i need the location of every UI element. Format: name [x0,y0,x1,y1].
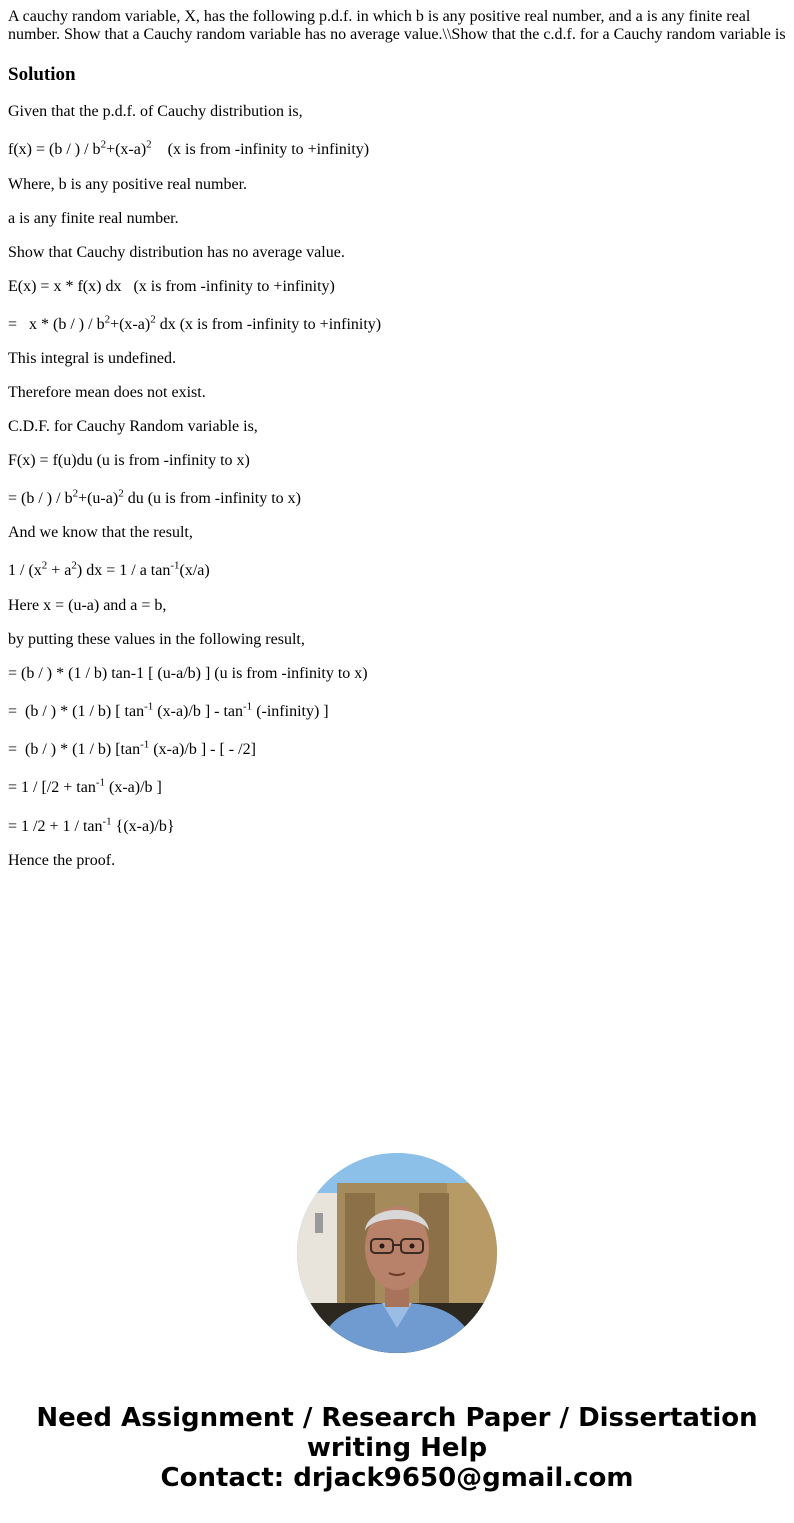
text-line: Hence the proof. [8,852,116,869]
question-text: A cauchy random variable, X, has the following p.d.f. in which b is any positive real number, and a is any finite real number. Show that a Cauchy random variable has no average value.\\Show that the c.d.f. for a Cauchy random variable is [8,8,786,43]
formula-line: = (b / ) * (1 / b) [ $\tan^{-1} (x-a)/b$ ] - $\tan^{-1}$ (-infinity) ] [8,700,329,720]
author-avatar [297,1153,497,1353]
formula-line: = (b / ) / $b^2+(u-a)^2$ du (u is from -infinity to x) [8,487,301,507]
text-line: by putting these values in the following result, [8,631,305,648]
formula-line: $1 / (x^2 + a^2)$ dx = 1 / a $\tan^{-1}(x/a)$ [8,559,210,579]
contact-email: Contact: drjack9650@gmail.com [160,1463,634,1493]
formula-line: E(x) = x * f(x) dx (x is from -infinity to +infinity) [8,278,335,295]
text-line: Show that Cauchy distribution has no average value. [8,244,345,261]
text-line: a is any finite real number. [8,210,179,227]
solution-heading: Solution [8,64,76,85]
text-line: Therefore mean does not exist. [8,384,206,401]
contact-banner [0,1403,794,1493]
formula-line: = 1 $/2 + 1 / \tan^{-1} \{(x-a)/b\}$ [8,815,175,835]
formula-line: f(x) = (b / ) / $b^2+(x-a)^2$ (x is from -infinity to +infinity) [8,138,370,158]
formula-line: = (b / ) * (1 / b) [$\tan^{-1}$ (x-a)/b ] - [ - /2] [8,738,256,758]
text-line: Here x = (u-a) and a = b, [8,597,167,614]
text-line: And we know that the result, [8,524,193,541]
text-line: C.D.F. for Cauchy Random variable is, [8,418,258,435]
formula-line: = x * (b / ) / $b^2+(x-a)^2$ dx (x is from -infinity to +infinity) [8,313,382,333]
text-line: Where, b is any positive real number. [8,176,248,193]
formula-line: = $1 / [/2 + \tan^{-1} (x-a)/b$ ] [8,776,162,796]
text-line: This integral is undefined. [8,350,176,367]
formula-line: = (b / ) * (1 / b) tan-1 [ (u-a/b) ] (u is from -infinity to x) [8,665,368,682]
formula-line: F(x) = f(u)du (u is from -infinity to x) [8,452,250,469]
text-line: Given that the p.d.f. of Cauchy distribution is, [8,103,303,120]
cta-line: writing Help [306,1433,488,1463]
cta-line: Need Assignment / Research Paper / Dissertation [36,1403,758,1433]
